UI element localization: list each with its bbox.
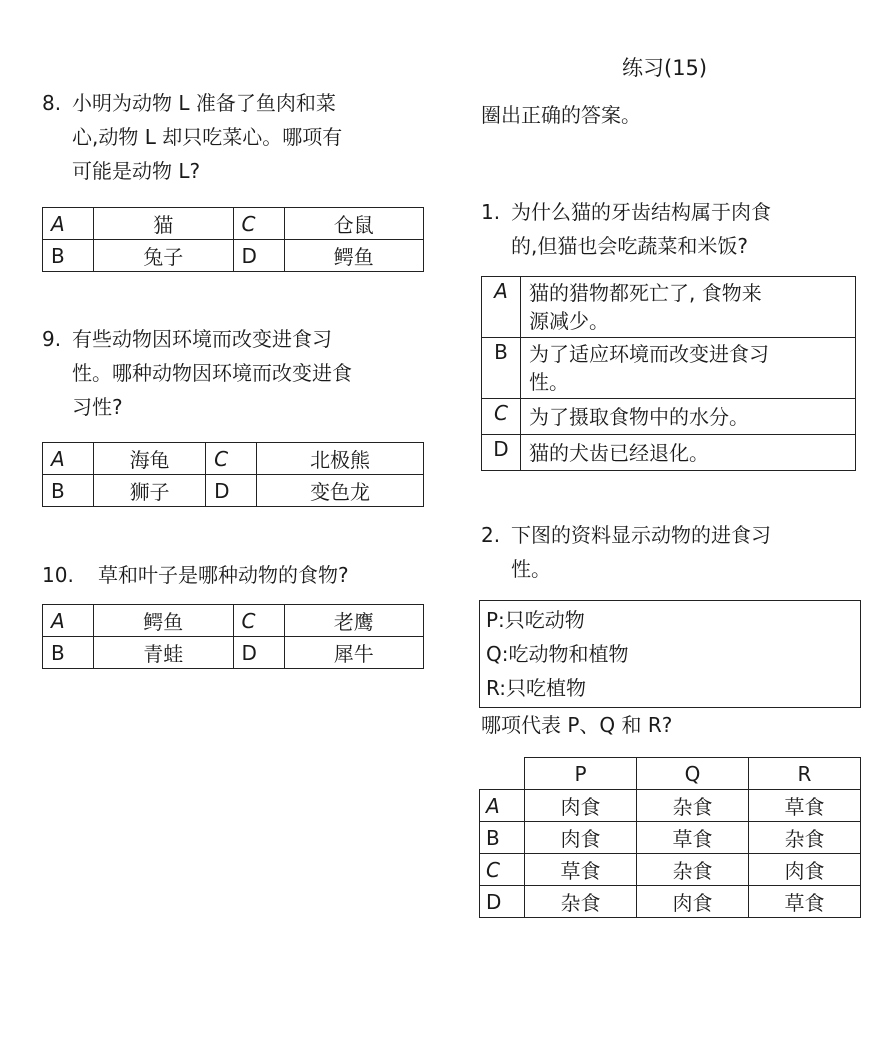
option-text[interactable]: 仓鼠 [284,208,424,240]
question-number: 9. [42,327,62,351]
option-text[interactable]: 为了摄取食物中的水分。 [521,399,856,435]
table-row[interactable] [480,822,861,854]
table-cell: 肉食 [525,790,637,822]
option-text[interactable]: 鳄鱼 [284,240,424,272]
table-cell: 草食 [749,790,861,822]
option-letter: A [43,605,94,637]
option-text[interactable]: 猫 [94,208,234,240]
question-text-line: 小明为动物 L 准备了鱼肉和菜 [72,91,336,115]
table-cell: 草食 [525,854,637,886]
table-cell: 杂食 [749,822,861,854]
prompt: 哪项代表 P、Q 和 R? [481,713,673,737]
option-text[interactable] [521,338,856,399]
row-letter: C [480,854,525,886]
options-table-q1 [481,276,856,471]
question-text-line: 性。 [511,557,551,581]
option-letter: C [482,399,521,435]
table-cell: 杂食 [637,790,749,822]
question-text-line: 有些动物因环境而改变进食习 [72,327,332,351]
table-row[interactable] [480,854,861,886]
table-cell: 肉食 [637,886,749,918]
option-letter: B [482,338,521,399]
table-cell: 肉食 [749,854,861,886]
table-row[interactable] [480,790,861,822]
option-text-line: 性。 [529,370,569,394]
option-letter: D [233,240,284,272]
info-line: Q:吃动物和植物 [486,642,629,666]
option-text[interactable]: 海龟 [94,443,206,475]
option-letter: B [43,240,94,272]
options-table-q8 [42,207,424,272]
page-title: 练习(15) [622,56,708,80]
row-letter: B [480,822,525,854]
info-line: P:只吃动物 [486,608,585,632]
option-text[interactable]: 鳄鱼 [94,605,234,637]
option-letter: D [233,637,284,669]
option-text[interactable]: 猫的犬齿已经退化。 [521,435,856,471]
column-header: Q [637,758,749,790]
option-letter: B [43,637,94,669]
instruction: 圈出正确的答案。 [481,103,641,127]
question-number: 10. [42,563,74,587]
option-letter: C [206,443,257,475]
question-text-line: 的,但猫也会吃蔬菜和米饭? [511,234,748,258]
info-box [479,600,861,708]
option-text-line: 为了适应环境而改变进食习 [529,342,769,366]
options-table-q10 [42,604,424,669]
column-header: P [525,758,637,790]
option-letter: A [43,443,94,475]
question-text-line: 可能是动物 L? [72,159,201,183]
options-table-q9 [42,442,424,507]
option-text-line: 源减少。 [529,309,609,333]
option-letter: B [43,475,94,507]
question-1 [481,195,861,263]
option-text[interactable]: 变色龙 [257,475,424,507]
question-text-line: 习性? [72,395,123,419]
question-10 [42,558,442,592]
option-text[interactable]: 北极熊 [257,443,424,475]
option-letter: C [233,605,284,637]
question-text-line: 性。哪种动物因环境而改变进食 [72,361,352,385]
question-2 [481,518,861,586]
table-cell: 杂食 [637,854,749,886]
option-text[interactable]: 犀牛 [284,637,424,669]
question-9 [42,322,442,424]
table-cell: 杂食 [525,886,637,918]
option-letter: C [233,208,284,240]
option-text[interactable]: 狮子 [94,475,206,507]
table-cell: 草食 [637,822,749,854]
question-8 [42,86,442,188]
info-line: R:只吃植物 [486,676,587,700]
table-row[interactable] [480,886,861,918]
table-cell: 肉食 [525,822,637,854]
option-text-line: 猫的猎物都死亡了, 食物来 [529,281,762,305]
option-text[interactable]: 老鹰 [284,605,424,637]
question-text-line: 心,动物 L 却只吃菜心。哪项有 [72,125,343,149]
question-text-line: 下图的资料显示动物的进食习 [511,523,771,547]
row-letter: D [480,886,525,918]
question-text-line: 草和叶子是哪种动物的食物? [98,563,349,587]
question-text-line: 为什么猫的牙齿结构属于肉食 [511,200,771,224]
option-letter: D [482,435,521,471]
table-cell: 草食 [749,886,861,918]
option-letter: A [482,277,521,338]
answer-grid-q2 [479,757,861,918]
option-letter: A [43,208,94,240]
question-number: 1. [481,200,501,224]
row-letter: A [480,790,525,822]
option-text[interactable] [521,277,856,338]
question-number: 8. [42,91,62,115]
grid-corner [480,758,525,790]
option-text[interactable]: 兔子 [94,240,234,272]
option-letter: D [206,475,257,507]
option-text[interactable]: 青蛙 [94,637,234,669]
column-header: R [749,758,861,790]
question-number: 2. [481,523,501,547]
